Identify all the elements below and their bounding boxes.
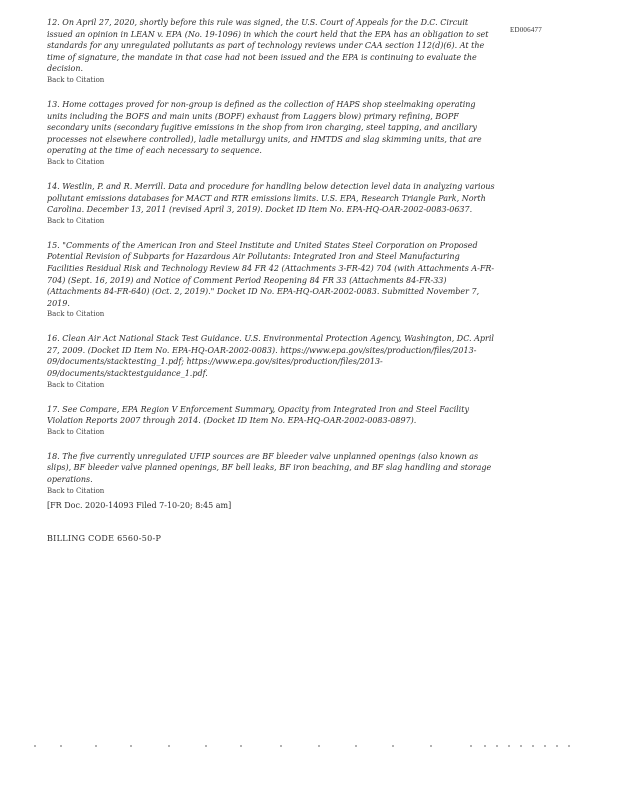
footer-dot: [568, 745, 570, 747]
fr-doc-line: [FR Doc. 2020-14093 Filed 7-10-20; 8:45 am]: [47, 500, 232, 510]
footnote-16: [47, 333, 495, 389]
footnote-text: 14. Westlin, P. and R. Merrill. Data and procedure for handling below detection level data in analyzing various pollutant emissions databases for MACT and RTR emissions limits. U.S. EPA, Research Triangle Park, North Carolina. December 13, 2011 (revised April 3, 2019). Docket ID Item No. EPA-HQ-OAR-2002-0083-0637.: [47, 181, 495, 215]
footer-dot: [544, 745, 546, 747]
footer-dot: [34, 745, 36, 747]
footnote-13: [47, 99, 495, 167]
footer-dot: [532, 745, 534, 747]
footnote-text: 17. See Compare, EPA Region V Enforcement Summary, Opacity from Integrated Iron and Steel Facility Violation Reports 2007 through 2014. (Docket ID Item No. EPA-HQ-OAR-2002-0083-0897).: [47, 404, 469, 426]
footnote-text: 16. Clean Air Act National Stack Test Guidance. U.S. Environmental Protection Agency, Washington, DC. April 27, 2009. (Docket ID Item No. EPA-HQ-OAR-2002-0083). https://www.epa.gov/sites/production/files/2013-09/documents/stacktesting_1.pdf; https://www.epa.gov/sites/production/files/2013-09/documents/stacktestguidance_1.pdf.: [47, 334, 494, 379]
footer-dot: [240, 745, 242, 747]
footer-dotted-line: [0, 743, 618, 751]
footer-dot: [392, 745, 394, 747]
footer-dot: [484, 745, 486, 747]
footnote-text: 15. "Comments of the American Iron and Steel Institute and United States Steel Corporation on Proposed Potential Revision of Subparts for Hazardous Air Pollutants: Integrated Iron and Steel Manufacturing Facilities Residual Risk and Technology Review 84 FR 42 (Attachments 3-FR-42) 704 (with Attachments A-FR-704) (Sept. 16, 2019) and Notice of Comment Period Reopening 84 FR 33 (Attachments 84-FR-33)(Attachments 84-FR-640) (Oct. 2, 2019)." Docket ID No. EPA-HQ-OAR-2002-0083. Submitted November 7, 2019.: [47, 240, 495, 308]
footnotes-section: [47, 17, 495, 545]
footer-dot: [280, 745, 282, 747]
footnote-17: [47, 404, 495, 437]
footnote-text: 13. Home cottages proved for non-group is defined as the collection of HAPS shop steelmaking operating units including the BOFS and main units (BOPF) exhaust from Laggers blow) primary refining, BOPF secondary units (secondary fugitive emissions in the shop from iron charging, steel tapping, and ancillary processes not elsewhere controlled), ladle metallurgy units, and HMTDS and slag skimming units, that are operating at the time of each necessary to sequence.: [47, 99, 482, 156]
back-to-citation-link[interactable]: Back to Citation: [47, 216, 105, 225]
back-to-citation-link[interactable]: Back to Citation: [47, 486, 105, 495]
document-id: ED006477: [510, 26, 542, 34]
back-to-citation-link[interactable]: Back to Citation: [47, 157, 105, 166]
footer-dot: [470, 745, 472, 747]
footer-dot: [168, 745, 170, 747]
footnote-18: [47, 451, 495, 496]
footer-dot: [318, 745, 320, 747]
footer-dot: [496, 745, 498, 747]
footer-dot: [520, 745, 522, 747]
footer-dot: [430, 745, 432, 747]
footnote-15: [47, 240, 495, 320]
footnote-12: [47, 17, 495, 85]
back-to-citation-link[interactable]: Back to Citation: [47, 380, 105, 389]
footnote-14: [47, 181, 495, 226]
footer-dot: [60, 745, 62, 747]
billing-code: BILLING CODE 6560-50-P: [47, 534, 162, 544]
footnote-text: 12. On April 27, 2020, shortly before this rule was signed, the U.S. Court of Appeals for the D.C. Circuit issued an opinion in LEAN v. EPA (No. 19-1096) in which the court held that the EPA has an obligation to set standards for any unregulated pollutants as part of technology reviews under CAA section 112(d)(6). At the time of signature, the mandate in that case had not been issued and the EPA is continuing to evaluate the decision.: [47, 18, 489, 74]
footnote-text: 18. The five currently unregulated UFIP sources are BF bleeder valve unplanned openings (also known as slips), BF bleeder valve planned openings, BF bell leaks, BF iron beaching, and BF slag handling and storage operations.: [47, 451, 492, 485]
footer-dot: [508, 745, 510, 747]
footer-dot: [95, 745, 97, 747]
footer-dot: [130, 745, 132, 747]
footer-dot: [355, 745, 357, 747]
footer-dot: [556, 745, 558, 747]
back-to-citation-link[interactable]: Back to Citation: [47, 310, 105, 319]
back-to-citation-link[interactable]: Back to Citation: [47, 75, 105, 84]
footer-dot: [205, 745, 207, 747]
back-to-citation-link[interactable]: Back to Citation: [47, 427, 105, 436]
